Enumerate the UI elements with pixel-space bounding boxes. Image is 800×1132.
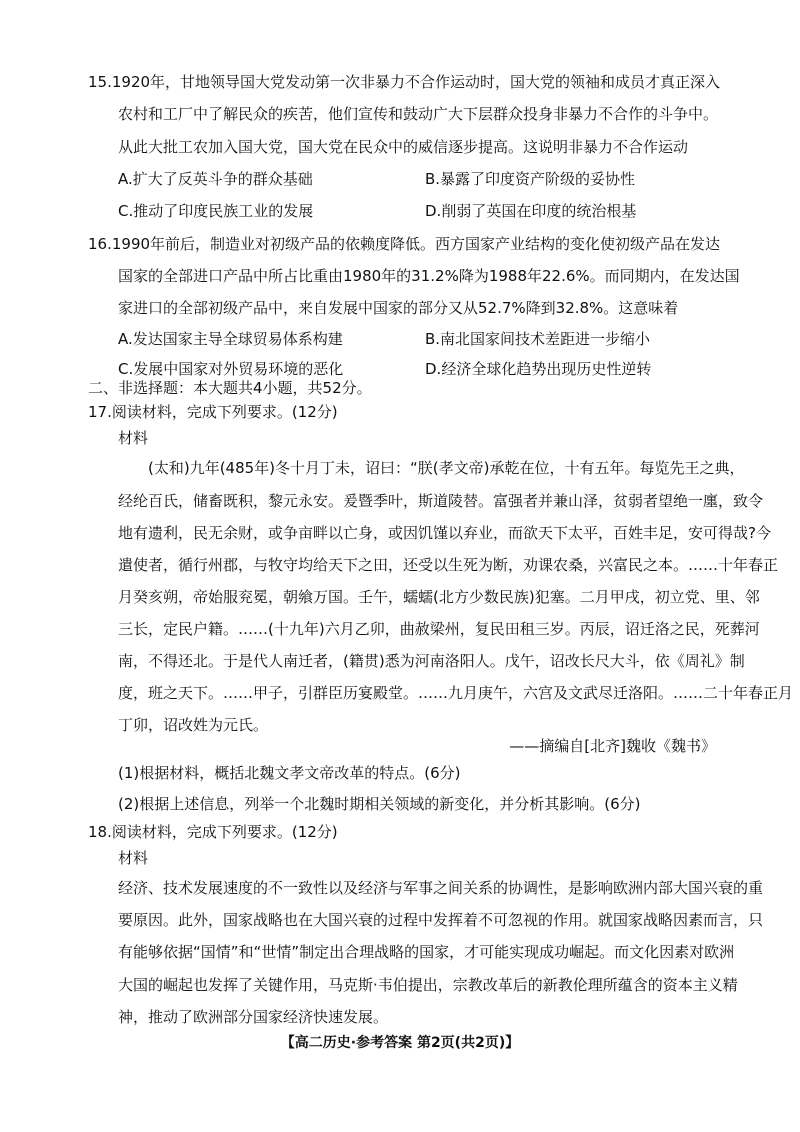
q18-material-label: 材料 [118, 849, 149, 867]
q17-material-line: (太和)九年(485年)冬十月丁未，诏曰：“朕(孝文帝)承乾在位，十有五年。每览先王之典， [148, 459, 745, 477]
q17-material-label: 材料 [118, 429, 149, 447]
page-footer: 【高二历史·参考答案 第2页(共2页)】 [280, 1035, 520, 1051]
q17-material-line: 地有遗利，民无余财，或争亩畔以亡身，或因饥馑以弃业，而欲天下太平，百姓丰足，安可得哉?今 [118, 524, 771, 542]
q16-stem-line: 国家的全部进口产品中所占比重由1980年的31.2%降为1988年22.6%。而同期内，在发达国 [118, 267, 740, 285]
q18-title: 18.阅读材料，完成下列要求。(12分) [88, 823, 338, 841]
q17-material-line: 南，不得还北。于是代人南迁者，(籍贯)悉为河南洛阳人。戊午，诏改长尺大斗，依《周礼》制 [118, 652, 745, 670]
q15-stem-line: 15.1920年，甘地领导国大党发动第一次非暴力不合作运动时，国大党的领袖和成员才真正深入 [88, 73, 721, 91]
q15-stem-line: 农村和工厂中了解民众的疾苦，他们宣传和鼓动广大下层群众投身非暴力不合作的斗争中。 [118, 105, 719, 123]
section-heading: 二、非选择题：本大题共4小题，共52分。 [88, 379, 372, 397]
q16-stem-line: 家进口的全部初级产品中，来自发展中国家的部分又从52.7%降到32.8%。这意味着 [118, 299, 679, 317]
q17-material-line: 月癸亥朔，帝始服兖冕，朝飨万国。壬午，蠕蠕(北方少数民族)犯塞。二月甲戌，初立党、里、邻 [118, 588, 760, 606]
q17-material-line: 丁卯，诏改姓为元氏。 [118, 716, 269, 734]
q17-subquestion-2: (2)根据上述信息，列举一个北魏时期相关领域的新变化，并分析其影响。(6分) [118, 795, 641, 813]
q15-option-c: C.推动了印度民族工业的发展 [118, 202, 314, 220]
q18-material-line: 经济、技术发展速度的不一致性以及经济与军事之间关系的协调性，是影响欧洲内部大国兴衰的重 [118, 879, 764, 897]
q17-title: 17.阅读材料，完成下列要求。(12分) [88, 403, 338, 421]
q18-material-line: 神，推动了欧洲部分国家经济快速发展。 [118, 1008, 389, 1026]
q18-material-line: 要原因。此外，国家战略也在大国兴衰的过程中发挥着不可忽视的作用。就国家战略因素而言，只 [118, 911, 764, 929]
q16-stem-line: 16.1990年前后，制造业对初级产品的依赖度降低。西方国家产业结构的变化使初级产品在发达 [88, 235, 721, 253]
q16-option-c: C.发展中国家对外贸易环境的恶化 [118, 360, 344, 378]
q17-material-line: 度，班之天下。……甲子，引群臣历宴殿堂。……九月庚午，六宫及文武尽迁洛阳。……二十年春正月 [118, 684, 794, 702]
q15-option-b: B.暴露了印度资产阶级的妥协性 [425, 170, 636, 188]
q18-material-line: 大国的崛起也发挥了关键作用，马克斯·韦伯提出，宗教改革后的新教伦理所蕴含的资本主义精 [118, 976, 738, 994]
q17-source: ——摘编自[北齐]魏收《魏书》 [509, 737, 716, 755]
q16-option-b: B.南北国家间技术差距进一步缩小 [425, 330, 651, 348]
q17-material-line: 经纶百氏，储畜既积，黎元永安。爰暨季叶，斯道陵替。富强者并兼山泽，贫弱者望绝一廛，致令 [118, 492, 764, 510]
q15-stem-line: 从此大批工农加入国大党，国大党在民众中的威信逐步提高。这说明非暴力不合作运动 [118, 138, 689, 156]
q15-option-d: D.削弱了英国在印度的统治根基 [425, 202, 637, 220]
q17-subquestion-1: (1)根据材料，概括北魏文孝文帝改革的特点。(6分) [118, 764, 461, 782]
q18-material-line: 有能够依据“国情”和“世情”制定出合理战略的国家，才可能实现成功崛起。而文化因素对欧洲 [118, 943, 735, 961]
q16-option-a: A.发达国家主导全球贸易体系构建 [118, 330, 343, 348]
q17-material-line: 三长，定民户籍。……(十九年)六月乙卯，曲赦梁州，复民田租三岁。丙辰，诏迁洛之民，死葬河 [118, 620, 760, 638]
q16-option-d: D.经济全球化趋势出现历史性逆转 [425, 360, 652, 378]
q15-option-a: A.扩大了反英斗争的群众基础 [118, 170, 313, 188]
q17-material-line: 遣使者，循行州郡，与牧守均给天下之田，还受以生死为断，劝课农桑，兴富民之本。……十年春正 [118, 556, 779, 574]
